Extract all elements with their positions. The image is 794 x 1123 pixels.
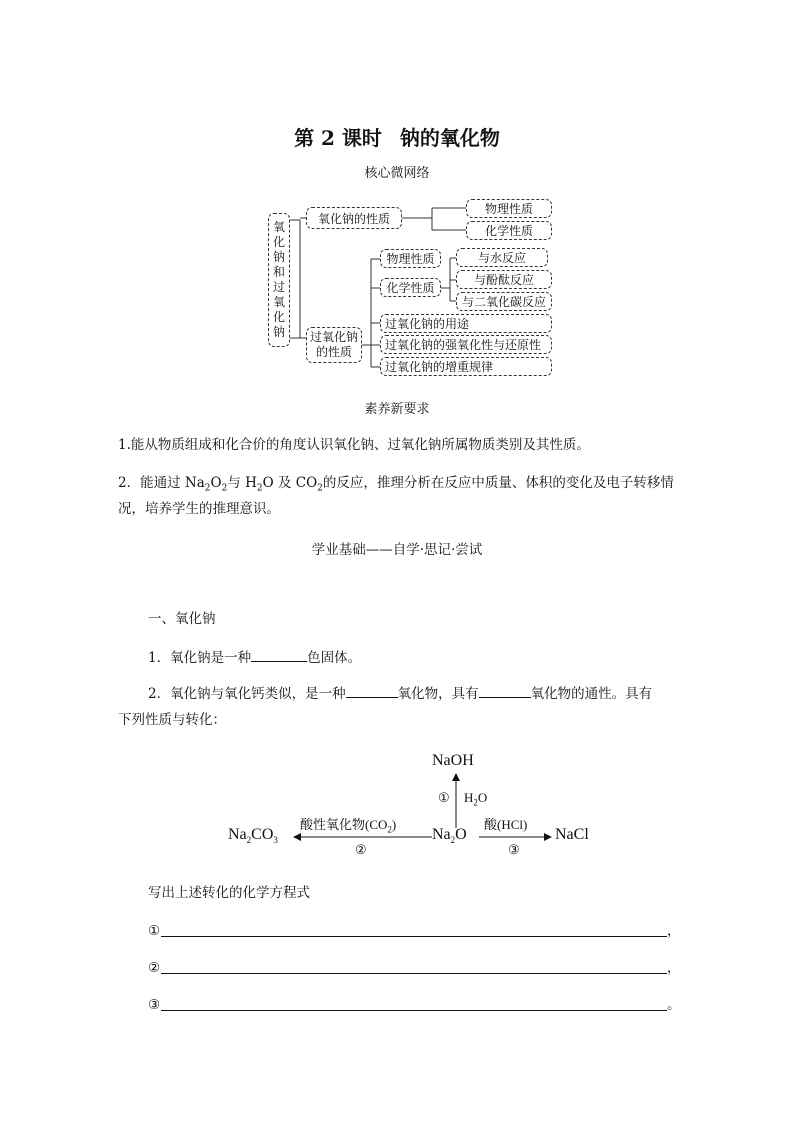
na2o2-physical: 物理性质 [380, 249, 441, 268]
na2co3-b: CO [251, 826, 274, 843]
title-lesson: 第 2 课时 [294, 126, 382, 150]
eq-3-end: 。 [667, 997, 681, 1013]
eq-2-number: ② [148, 960, 161, 976]
na2o-sub: 2 [450, 835, 456, 846]
network-root: 氧化钠和过氧化钠 [268, 213, 290, 347]
reaction-diagram [0, 740, 794, 860]
acidic-sub: 2 [387, 824, 392, 835]
li2-sub: 2 [256, 483, 263, 494]
title-topic: 钠的氧化物 [399, 126, 500, 150]
step-3-mark: ③ [508, 842, 520, 857]
network-heading: 核心微网络 [364, 166, 430, 181]
li2-b: O [210, 475, 222, 491]
section-heading: 学业基础——自学·思记·尝试 [311, 542, 483, 558]
li2-d: O 及 CO [262, 475, 318, 491]
na2o-b: O [455, 826, 467, 843]
na2o-label [432, 826, 467, 845]
reaction-arrows [0, 740, 794, 860]
na2o-physical: 物理性质 [466, 199, 552, 218]
na2o-properties: 氧化钠的性质 [306, 207, 402, 229]
eq-1-end: ， [667, 923, 681, 939]
na2o2-chemical: 化学性质 [380, 278, 441, 297]
react-phenolphthalein: 与酚酞反应 [456, 270, 552, 289]
eq-3-blank[interactable] [161, 1010, 667, 1011]
acidic-b: ) [391, 817, 397, 832]
q2-text-b: 氧化物，具有 [397, 686, 479, 702]
na2o2-label-line1: 过氧化钠 [309, 330, 358, 344]
react-water: 与水反应 [456, 248, 548, 267]
q1-text-b: 色固体。 [307, 650, 362, 666]
na2co3-label [228, 826, 278, 845]
li2-e: 的反应，推理分析在反应中质量、体积的变化及电子转移情 [322, 475, 674, 491]
step-2-mark: ② [355, 842, 367, 857]
h2o-h: H [464, 790, 474, 805]
li2-c: 与 H [227, 475, 257, 491]
concept-network [0, 0, 794, 400]
acid-reagent: 酸(HCl) [484, 817, 528, 832]
li2-sub: 2 [221, 483, 228, 494]
q2-text-c: 氧化物的通性。具有 [530, 686, 653, 702]
eq-3-number: ③ [148, 997, 161, 1013]
literacy-heading: 素养新要求 [364, 402, 430, 417]
na2o2-properties [306, 327, 362, 363]
react-co2: 与二氧化碳反应 [456, 292, 552, 311]
eq-2-blank[interactable] [161, 973, 667, 974]
equations-prompt: 写出上述转化的化学方程式 [148, 885, 310, 901]
question-1 [148, 645, 361, 671]
na2co3-sub2: 2 [246, 835, 252, 846]
question-2 [148, 681, 652, 707]
step-1-mark: ① [438, 790, 450, 805]
literacy-item-1: 1.能从物质组成和化合价的角度认识氧化钠、过氧化钠所属物质类别及其性质。 [118, 437, 590, 453]
q1-text-a: 1．氧化钠是一种 [148, 650, 252, 666]
naoh-label: NaOH [432, 752, 474, 769]
question-2-cont: 下列性质与转化： [118, 712, 226, 728]
q2-blank-2[interactable] [479, 683, 531, 698]
na2o2-redox: 过氧化钠的强氧化性与还原性 [380, 335, 552, 354]
eq-1-blank[interactable] [161, 936, 667, 937]
nacl-label: NaCl [555, 826, 589, 843]
na2o2-mass-gain: 过氧化钠的增重规律 [380, 357, 552, 376]
li2-a: 2．能通过 Na [118, 475, 205, 491]
na2o-chemical: 化学性质 [466, 221, 552, 240]
acidic-oxide-reagent [300, 814, 396, 835]
na2o2-label-line2: 的性质 [315, 345, 352, 359]
li2-sub: 2 [317, 483, 323, 494]
na2o-a: Na [432, 826, 451, 843]
q1-blank[interactable] [251, 647, 307, 662]
eq-1-number: ① [148, 923, 161, 939]
h2o-sub: 2 [473, 797, 478, 808]
na2o2-uses: 过氧化钠的用途 [380, 314, 552, 333]
q2-text-a: 2．氧化钠与氧化钙类似，是一种 [148, 686, 346, 702]
eq-2-end: ， [667, 960, 681, 976]
literacy-item-2-cont: 况，培养学生的推理意识。 [118, 501, 280, 517]
na2co3-a: Na [228, 826, 247, 843]
part1-heading: 一、氧化钠 [148, 611, 216, 627]
q2-blank-1[interactable] [346, 683, 398, 698]
h2o-o: O [477, 790, 488, 805]
na2co3-sub3: 3 [273, 835, 278, 846]
acidic-a: 酸性氧化物(CO [300, 817, 388, 832]
li2-sub: 2 [204, 483, 211, 494]
h2o-reagent [464, 790, 487, 808]
